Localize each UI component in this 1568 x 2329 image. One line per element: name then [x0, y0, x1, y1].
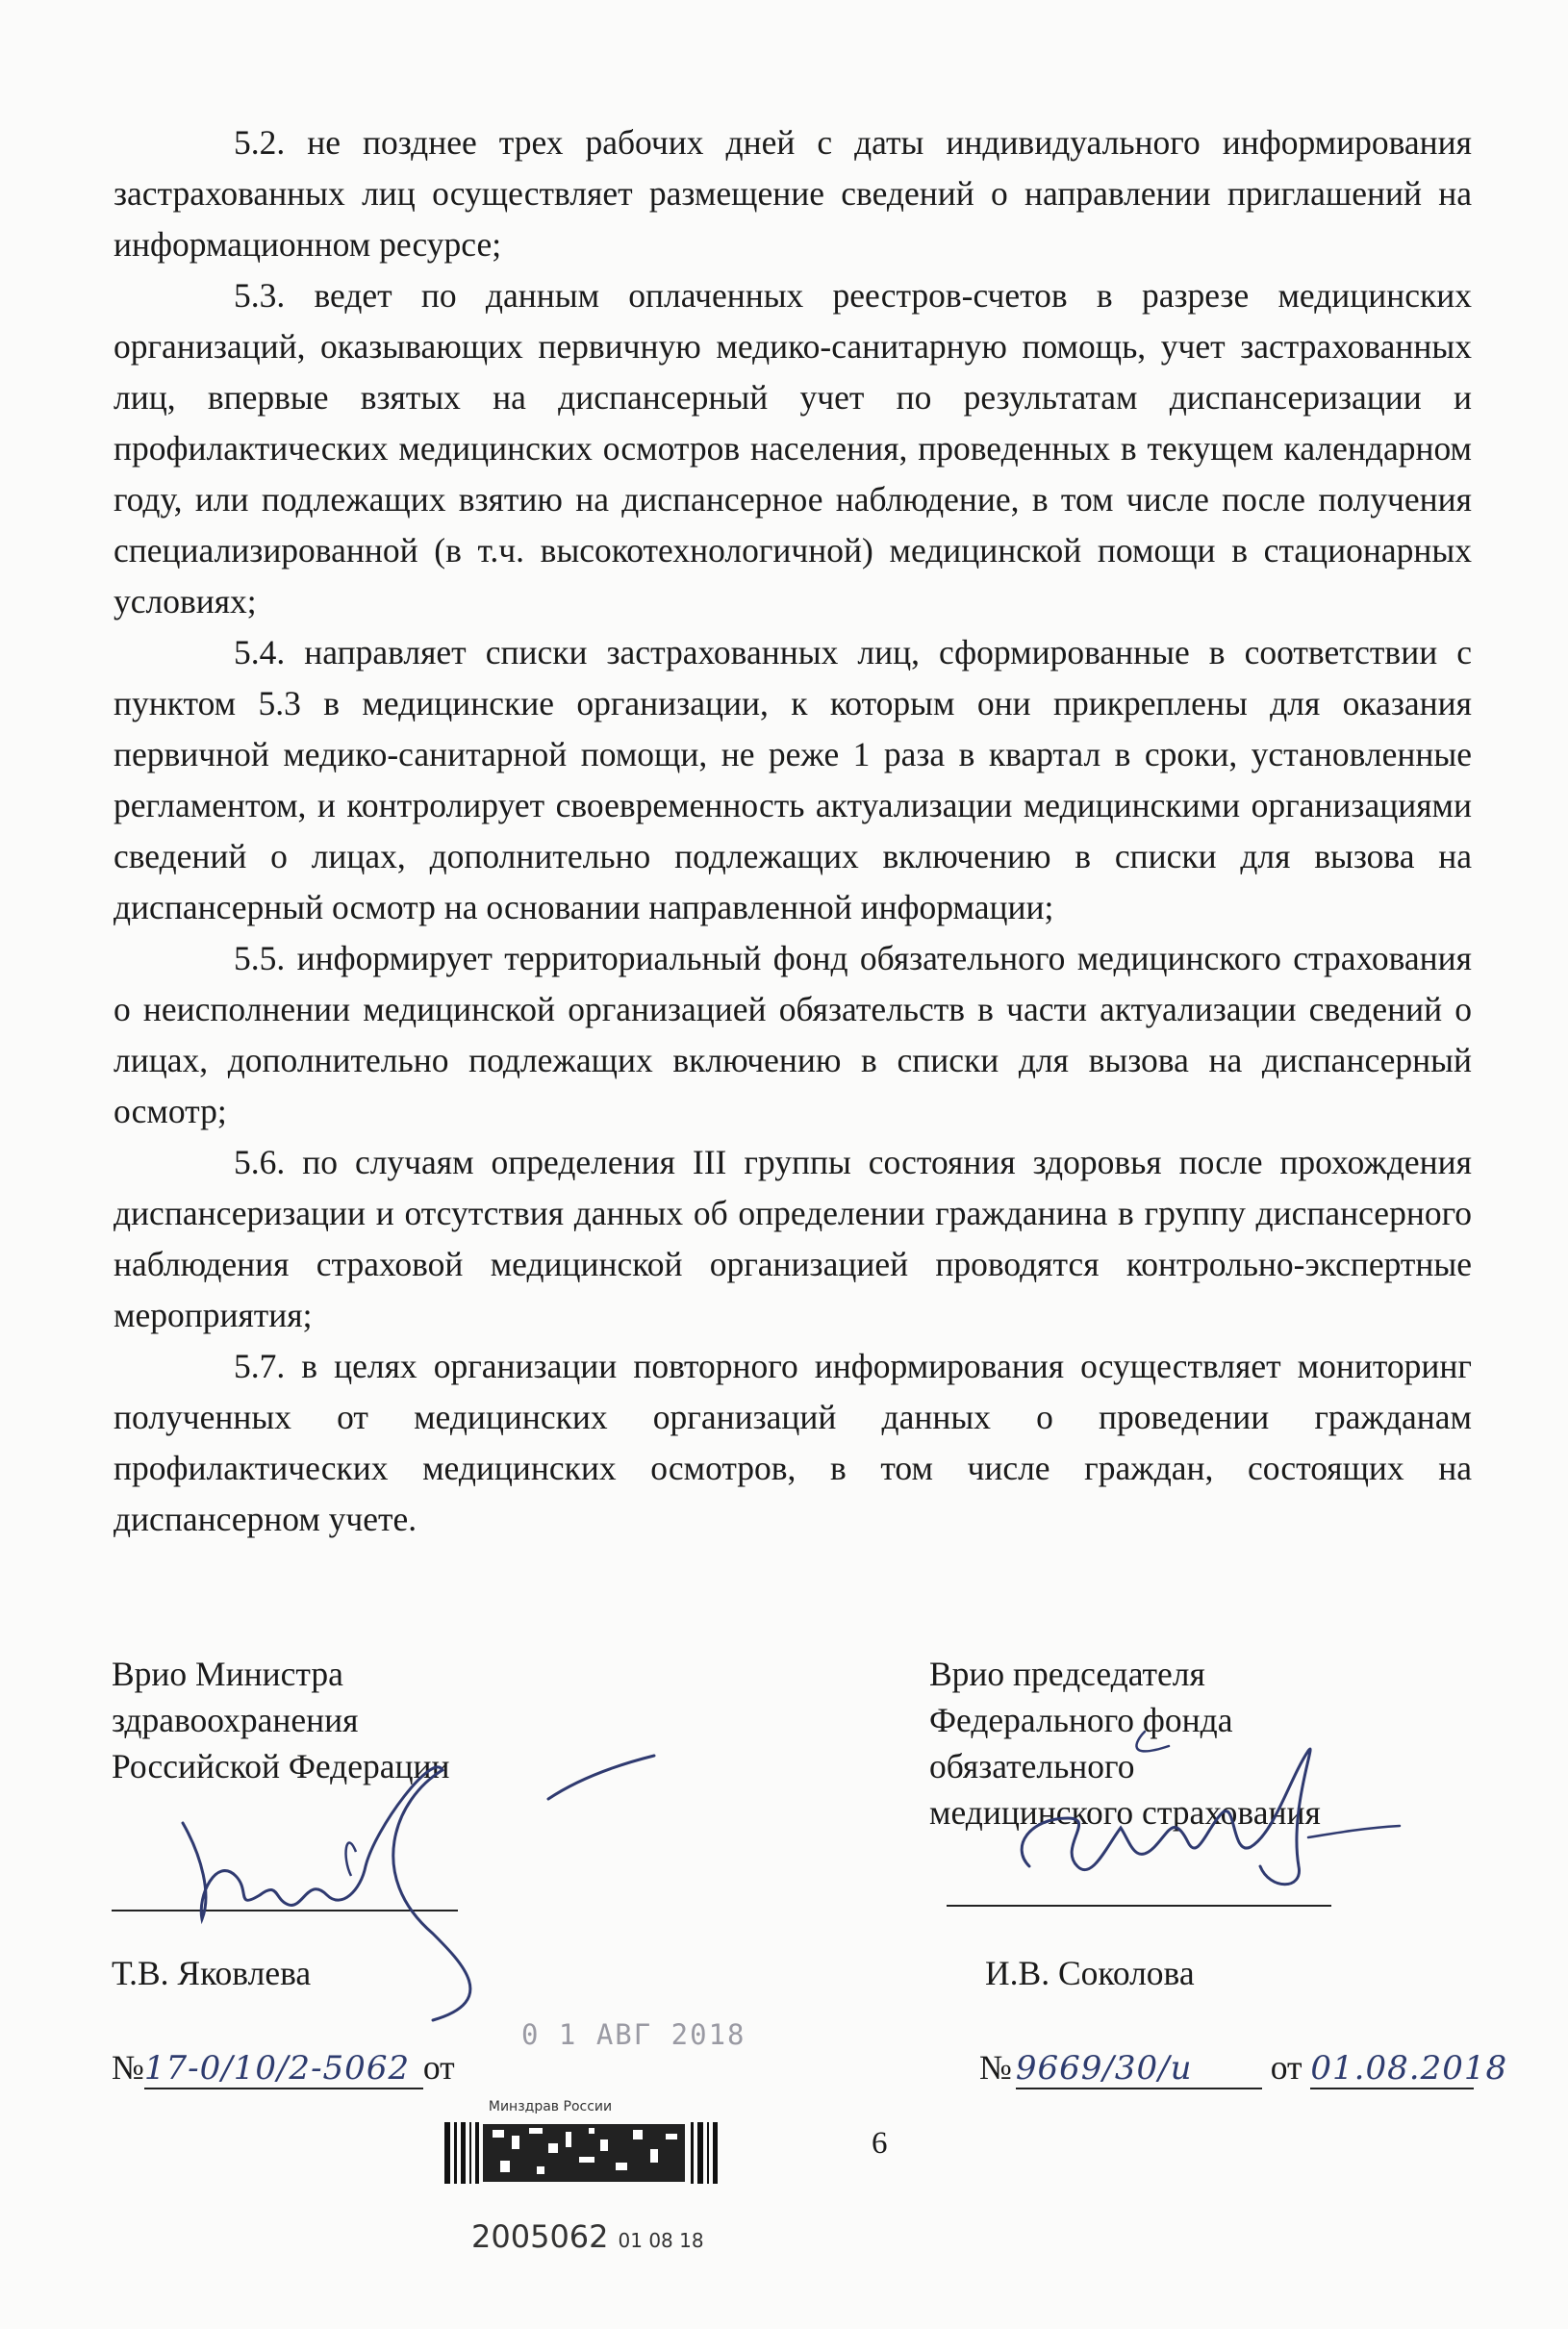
left-title-line: Врио Министра — [112, 1655, 343, 1693]
paragraph-5-5: 5.5. информирует территориальный фонд обязательного медицинского страхования о неисполнении медицинской организацией обязательств в части актуализации сведений о лицах, дополнительно подлежащих включению в списки для вызова на диспансерный осмотр; — [114, 939, 1472, 1130]
page-number: 6 — [872, 2126, 888, 2161]
left-signatory-name: Т.В. Яковлева — [112, 1954, 312, 1992]
right-reg-date-field — [1310, 2047, 1508, 2089]
paragraph-5-3: 5.3. ведет по данным оплаченных реестров-счетов в разрезе медицинских организаций, оказывающих первичную медико-санитарную помощь, учет застрахованных лиц, впервые взятых на диспансерный учет по результатам диспансеризации и профилактических медицинских осмотров населения, проведенных в текущем календарном году, или подлежащих взятию на диспансерное наблюдение, в том числе после получения специализированной (в т.ч. высокотехнологичной) медицинской помощи в стационарных условиях; — [114, 276, 1472, 620]
paragraph-5-7: 5.7. в целях организации повторного информирования осуществляет мониторинг полученных от медицинских организаций данных о проведении гражданам профилактических медицинских осмотров, в том числе граждан, состоящих на диспансерном учете. — [114, 1347, 1472, 1538]
paragraph-5-2: 5.2. не позднее трех рабочих дней с даты индивидуального информирования застрахованных лиц осуществляет размещение сведений о направлении приглашений на информационном ресурсе; — [114, 123, 1472, 264]
paragraph-5-6: 5.6. по случаям определения III группы состояния здоровья после прохождения диспансеризации и отсутствия данных об определении гражданина в группу диспансерного наблюдения страховой медицинской организацией проводятся контрольно-экспертные мероприятия; — [114, 1143, 1472, 1334]
right-registration — [979, 2047, 1508, 2089]
left-title-line: Российской Федерации — [112, 1747, 450, 1785]
left-reg-suffix: от — [422, 2048, 455, 2087]
right-signature-mark — [1000, 1722, 1404, 1905]
right-reg-number-field — [1016, 2047, 1262, 2089]
right-signatory-name: И.В. Соколова — [985, 1954, 1195, 1992]
barcode-label: Минздрав России — [488, 2099, 613, 2114]
document-body — [114, 117, 1472, 1545]
left-reg-number: 17-0/10/2-5062 — [143, 2049, 411, 2088]
right-title-line: Врио председателя — [929, 1655, 1205, 1693]
right-title-line: Федерального фонда — [929, 1701, 1233, 1739]
right-reg-date: 01.08.2018 — [1310, 2049, 1508, 2088]
barcode-number-value: 2005062 — [471, 2218, 609, 2255]
left-title-line: здравоохранения — [112, 1701, 359, 1739]
right-title-line: медицинского страхования — [929, 1793, 1321, 1832]
received-date-stamp: 0 1 АВГ 2018 — [521, 2018, 746, 2051]
right-reg-suffix: от — [1270, 2048, 1302, 2087]
right-reg-number: 9669/30/и — [1015, 2049, 1193, 2088]
left-reg-number-field — [144, 2047, 423, 2089]
left-reg-prefix: № — [112, 2048, 144, 2087]
right-title-line: обязательного — [929, 1747, 1135, 1785]
right-reg-prefix: № — [979, 2048, 1012, 2087]
barcode-icon — [444, 2114, 723, 2191]
left-registration — [112, 2047, 455, 2089]
barcode-number — [471, 2218, 704, 2255]
barcode-date: 01 08 18 — [618, 2229, 704, 2252]
paragraph-5-4: 5.4. направляет списки застрахованных лиц, сформированные в соответствии с пунктом 5.3 в медицинские организации, к которым они прикреплены для оказания первичной медико-санитарной помощи, не реже 1 раза в квартал в сроки, установленные регламентом, и контролирует своевременность актуализации медицинскими организациями сведений о лицах, дополнительно подлежащих включению в списки для вызова на диспансерный осмотр на основании направленной информации; — [114, 633, 1472, 926]
barcode-block — [444, 2099, 733, 2196]
right-signature-line — [947, 1905, 1331, 1907]
